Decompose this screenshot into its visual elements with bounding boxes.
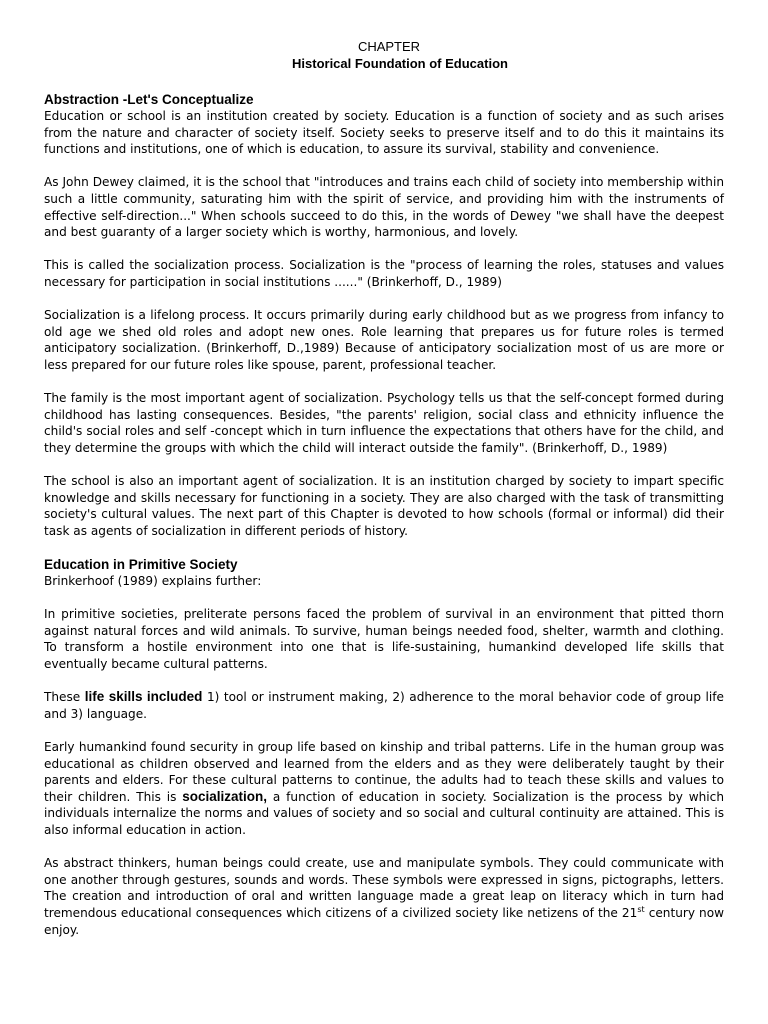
paragraph: The family is the most important agent of socialization. Psychology tells us that the self-concept formed during childhood has lasting consequences. Besides, "the parents' religion, social class and ethnicity influence the child's social roles and self -concept which in turn influence the expectations that others have for the child, and they determine the groups with which the child will interact outside the family". (Brinkerhoff, D., 1989) [44,391,724,455]
chapter-title: Historical Foundation of Education [292,56,508,71]
page-header [44,38,724,72]
paragraph: Brinkerhoof (1989) explains further: [44,574,262,589]
paragraph: Socialization is a lifelong process. It occurs primarily during early childhood but as we progress from infancy to old age we shed old roles and adopt new ones. Role learning that prepares us for future roles is termed anticipatory socialization. (Brinkerhoff, D.,1989) Because of anticipatory socialization most of us are more or less prepared for our future roles like spouse, parent, professional teacher. [44,308,724,372]
section-heading: Education in Primitive Society [44,557,238,573]
paragraph [44,689,724,722]
paragraph: As John Dewey claimed, it is the school that "introduces and trains each child of society into membership within such a little community, saturating him with the spirit of service, and providing him with the instruments of effective self-direction..." When schools succeed to do this, in the words of Dewey "we shall have the deepest and best guaranty of a larger society which is worthy, harmonious, and lovely. [44,175,724,240]
section-primitive-society [44,556,724,938]
paragraph: This is called the socialization process. Socialization is the "process of learning the roles, statuses and values necessary for participation in social institutions ......" (Brinkerhoff, D., 1989) [44,258,724,289]
superscript: st [637,904,645,914]
paragraph: Education or school is an institution created by society. Education is a function of society and as such arises from the nature and character of society itself. Society seeks to preserve itself and to do this it maintains its functions and institutions, one of which is education, to assure its survival, stability and convenience. [44,109,724,157]
paragraph [44,739,724,839]
paragraph [44,855,724,938]
text-run: These [44,690,85,705]
text-run: 1) tool or instrument making, 2) adherence to the moral behavior code of group life and 3) language. [44,690,724,721]
section-abstraction [44,91,724,539]
bold-text: socialization, [182,788,268,804]
chapter-label: CHAPTER [357,39,421,54]
paragraph: The school is also an important agent of socialization. It is an institution charged by society to impart specific knowledge and skills necessary for functioning in a society. They are also charged with the task of transmitting society's cultural values. The next part of this Chapter is devoted to how schools (formal or informal) did their task as agents of socialization in different periods of history. [44,474,724,538]
text-run: a function of education in society. Socialization is the process by which individuals internalize the norms and values of society and so social and cultural continuity are attained. This is also informal education in action. [44,789,724,837]
bold-text: life skills included [84,689,203,705]
text-run: century now enjoy. [44,905,725,937]
text-run: Early humankind found security in group life based on kinship and tribal patterns. Life in the human group was educational as children observed and learned from the elders and as they were deliberately taught by their parents and elders. For these cultural patterns to continue, the adults had to teach these skills and values to their children. This is [44,739,724,804]
section-heading: Abstraction -Let's Conceptualize [44,92,254,107]
paragraph: In primitive societies, preliterate persons faced the problem of survival in an environment that pitted thorn against natural forces and wild animals. To survive, human beings needed food, shelter, warmth and clothing. To transform a hostile environment into one that is life-sustaining, humankind developed life skills that eventually became cultural patterns. [44,607,724,671]
text-run: As abstract thinkers, human beings could create, use and manipulate symbols. They could communicate with one another through gestures, sounds and words. These symbols were expressed in signs, pictographs, letters. The creation and introduction of oral and written language made a great leap on literacy which in turn had tremendous educational consequences which citizens of a civilized society like netizens of the 21 [44,856,724,920]
